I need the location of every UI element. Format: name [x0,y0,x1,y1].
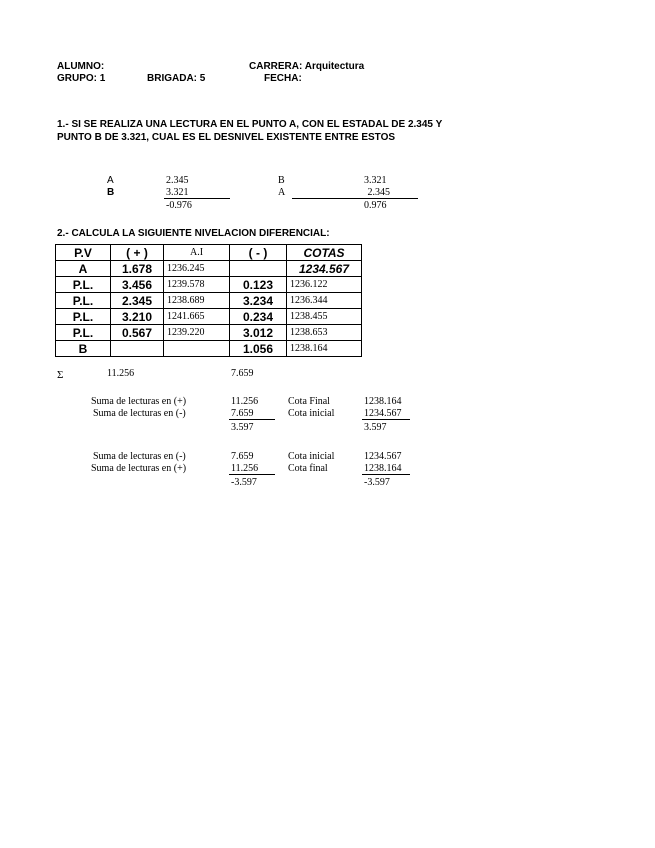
check1-cota-label2: Cota inicial [288,408,335,419]
grupo-label: GRUPO: 1 [57,73,106,84]
cell-cota: 1238.455 [287,309,362,325]
cell-ai: 1238.689 [164,293,230,309]
brigada-label: BRIGADA: 5 [147,73,206,84]
q1-left-value1: 2.345 [166,175,189,186]
cell-cota: 1236.344 [287,293,362,309]
cell-cota: 1238.164 [287,341,362,357]
header-minus: ( - ) [230,245,287,261]
fecha-label: FECHA: [264,73,302,84]
cell-ai: 1236.245 [164,261,230,277]
check2-v1: 7.659 [231,451,254,462]
q1-left-value2: 3.321 [164,187,230,199]
check1-label2: Suma de lecturas en (-) [93,408,186,419]
q2-title: 2.- CALCULA LA SIGUIENTE NIVELACION DIFERENCIAL: [57,228,330,239]
sigma-symbol: Σ [57,369,64,381]
table-header-row [56,245,362,261]
check1-c1: 1238.164 [364,396,402,407]
cell-plus: 0.567 [111,325,164,341]
table-row [56,325,362,341]
check1-c2: 1234.567 [362,408,410,420]
table-row [56,341,362,357]
check2-label1: Suma de lecturas en (-) [93,451,186,462]
check1-cresult: 3.597 [364,422,387,433]
cell-plus: 3.456 [111,277,164,293]
alumno-label: ALUMNO: [57,61,105,72]
q1-right-value2 [292,187,418,199]
cell-minus: 3.234 [230,293,287,309]
cell-minus: 0.123 [230,277,287,293]
cell-ai: 1239.578 [164,277,230,293]
cell-pv: P.L. [56,277,111,293]
q1-line2: PUNTO B DE 3.321, CUAL ES EL DESNIVEL EXISTENTE ENTRE ESTOS [57,132,396,143]
cell-cota: 1236.122 [287,277,362,293]
table-row [56,261,362,277]
cell-pv: P.L. [56,309,111,325]
table-row [56,293,362,309]
q1-right-label1: B [278,175,285,186]
cell-cota: 1234.567 [287,261,362,277]
cell-pv: B [56,341,111,357]
cell-minus: 1.056 [230,341,287,357]
cell-cota: 1238.653 [287,325,362,341]
check2-c2: 1238.164 [362,463,410,475]
cell-ai: 1239.220 [164,325,230,341]
q1-left-label1: A [107,175,114,186]
cell-plus: 3.210 [111,309,164,325]
q1-left-result: -0.976 [166,200,192,211]
check1-result: 3.597 [231,422,254,433]
cell-pv: P.L. [56,293,111,309]
cell-plus: 1.678 [111,261,164,277]
q1-right-value1: 3.321 [364,175,387,186]
check1-v1: 11.256 [231,396,259,407]
q1-line1: 1.- SI SE REALIZA UNA LECTURA EN EL PUNTO A, CON EL ESTADAL DE 2.345 Y [57,119,443,130]
q1-right-value2-text: 2.345 [367,187,390,198]
cell-plus [111,341,164,357]
q1-right-label2: A [278,187,286,198]
cell-minus: 3.012 [230,325,287,341]
check2-c1: 1234.567 [364,451,402,462]
cell-ai [164,341,230,357]
check2-label2: Suma de lecturas en (+) [91,463,187,474]
cell-pv: A [56,261,111,277]
cell-plus: 2.345 [111,293,164,309]
header-pv: P.V [56,245,111,261]
header-ai: A.I [164,245,230,261]
check2-cresult: -3.597 [364,477,390,488]
check2-v2: 11.256 [229,463,275,475]
check2-result: -3.597 [231,477,257,488]
check1-label1: Suma de lecturas en (+) [91,396,187,407]
table-row [56,309,362,325]
cell-minus [230,261,287,277]
cell-minus: 0.234 [230,309,287,325]
carrera-label: CARRERA: Arquitectura [249,61,365,72]
check1-v2: 7.659 [229,408,275,420]
q1-right-result: 0.976 [364,200,387,211]
header-cotas: COTAS [287,245,362,261]
check2-cota-label1: Cota inicial [288,451,335,462]
table-row [56,277,362,293]
header-plus: ( + ) [111,245,164,261]
nivelacion-table [55,244,362,357]
check1-cota-label1: Cota Final [288,396,330,407]
q1-left-label2: B [107,187,115,198]
sum-plus: 11.256 [107,368,135,379]
check2-cota-label2: Cota final [288,463,328,474]
cell-ai: 1241.665 [164,309,230,325]
sum-minus: 7.659 [231,368,254,379]
cell-pv: P.L. [56,325,111,341]
